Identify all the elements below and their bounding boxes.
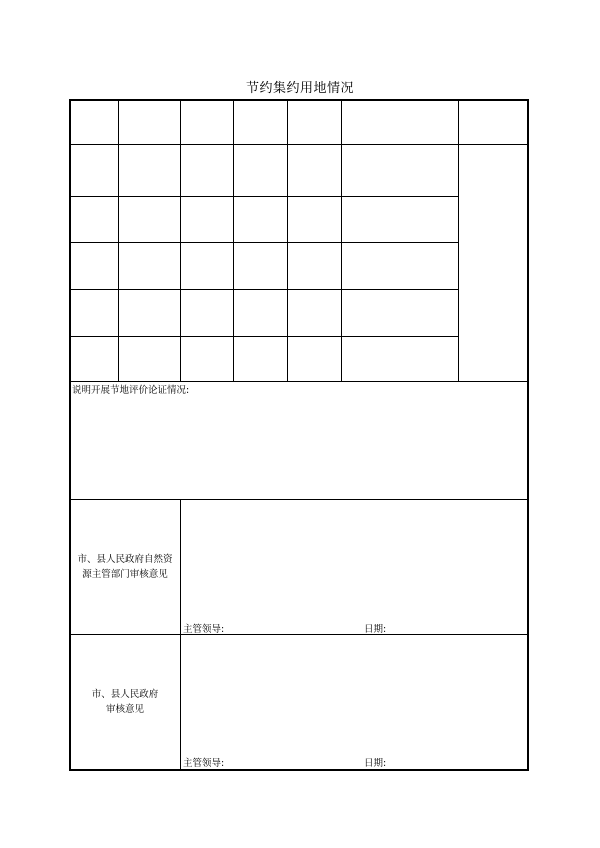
grid-row-line [69, 336, 459, 337]
table-border-top [69, 99, 529, 101]
date-label: 日期: [364, 758, 387, 769]
review-section-divider [69, 634, 529, 635]
grid-col-line [180, 99, 181, 381]
grid-row-line [69, 196, 459, 197]
review-section-label [70, 687, 180, 717]
review-section-label-line: 源主管部门审核意见 [82, 569, 168, 580]
leader-signature-label: 主管领导: [183, 758, 225, 769]
review-section-label-line: 市、县人民政府自然资 [77, 554, 173, 565]
leader-signature-label: 主管领导: [183, 624, 225, 635]
date-label: 日期: [364, 624, 387, 635]
review-label-col-line [180, 499, 181, 771]
page-title: 节约集约用地情况 [245, 81, 354, 96]
table-border-bottom [69, 769, 529, 771]
review-section-label-line: 审核意见 [105, 704, 144, 715]
grid-row-line [69, 289, 459, 290]
grid-col-line [458, 99, 459, 381]
grid-row-line [69, 242, 459, 243]
table-border-left [69, 99, 71, 771]
review-section-label [70, 552, 180, 582]
grid-row-line [69, 144, 529, 145]
explanation-label: 说明开展节地评价论证情况: [72, 385, 190, 396]
grid-row-line [69, 381, 529, 382]
grid-col-line [341, 99, 342, 381]
grid-col-line [233, 99, 234, 381]
grid-col-line [118, 99, 119, 381]
table-border-right [527, 99, 529, 771]
review-section-label-line: 市、县人民政府 [91, 689, 159, 700]
grid-col-line [287, 99, 288, 381]
explanation-divider [69, 499, 529, 500]
